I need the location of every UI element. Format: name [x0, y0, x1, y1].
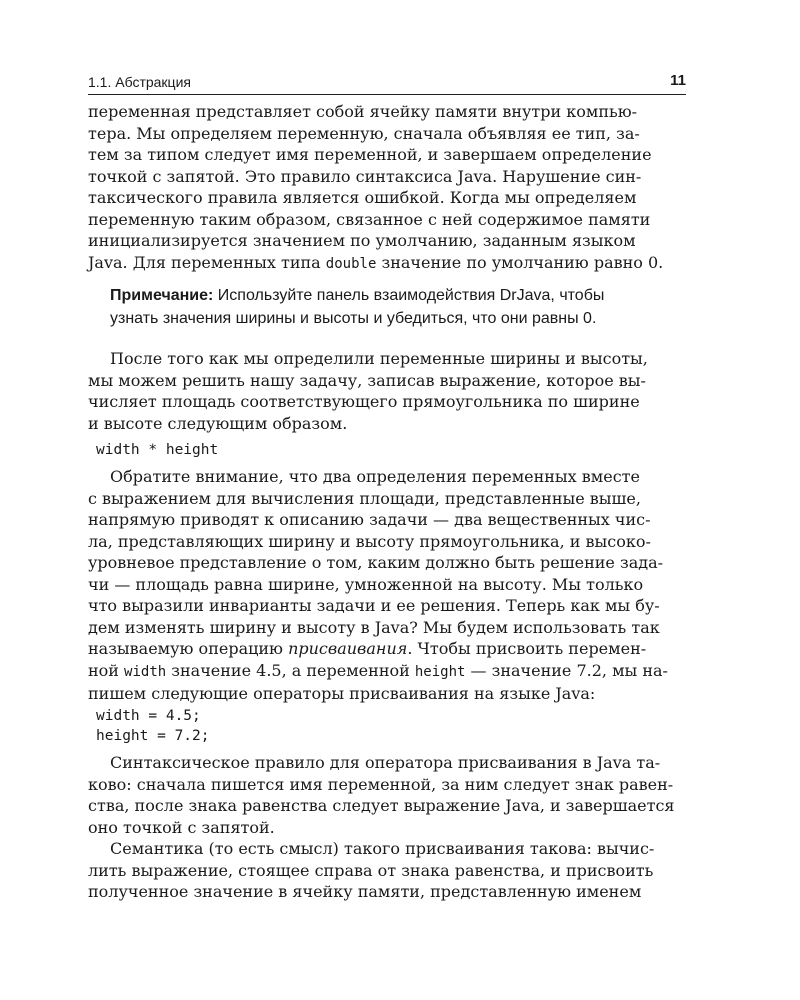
text-line: мы можем решить нашу задачу, записав выражение, которое вы-: [88, 370, 646, 390]
text-line: переменная представляет собой ячейку памяти внутри компью-: [88, 102, 638, 121]
text-run: значение 4.5, а переменной: [166, 660, 415, 680]
text-line: тера. Мы определяем переменную, сначала объявляя ее тип, за-: [88, 123, 640, 143]
code-line: width = 4.5;: [96, 708, 201, 724]
text-line: ства, после знака равенства следует выражение Java, и завершается: [88, 796, 675, 815]
inline-code: double: [325, 255, 377, 272]
note-label: Примечание:: [110, 287, 214, 304]
text-run: значение по умолчанию равно 0.: [376, 252, 664, 272]
text-line: ково: сначала пишется имя переменной, за ним следует знак равен-: [88, 774, 674, 794]
text-line: Синтаксическое правило для оператора присваивания в Java та-: [110, 753, 661, 772]
text-line: Семантика (то есть смысл) такого присваивания такова: вычис-: [110, 839, 655, 858]
text-line: [88, 638, 686, 660]
paragraph-3: [88, 466, 686, 705]
page-header: [88, 70, 686, 95]
text-line: После того как мы определили переменные ширины и высоты,: [110, 349, 648, 368]
text-line: оно точкой с запятой.: [88, 817, 275, 837]
paragraph-1: [88, 101, 686, 275]
text-run: — значение 7.2, мы на-: [465, 660, 668, 680]
text-run: называемую операцию: [88, 639, 289, 658]
text-line: таксического правила является ошибкой. Когда мы определяем: [88, 188, 637, 207]
code-line: height = 7.2;: [96, 728, 210, 744]
text-line: чи — площадь равна ширине, умноженной на высоту. Мы только: [88, 574, 644, 594]
note-line: [110, 285, 680, 308]
text-line: Обратите внимание, что два определения переменных вместе: [110, 467, 640, 486]
text-line: и высоте следующим образом.: [88, 413, 348, 433]
text-line: ла, представляющих ширину и высоту прямоугольника, и высоко-: [88, 531, 651, 551]
text-line: числяет площадь соответствующего прямоугольника по ширине: [88, 392, 640, 411]
text-line: [88, 660, 686, 684]
text-line: пишем следующие операторы присваивания на языке Java:: [88, 684, 596, 703]
code-line: width * height: [96, 442, 219, 458]
text-line: напрямую приводят к описанию задачи — два вещественных чис-: [88, 510, 651, 529]
text-line: уровневое представление о том, каким должно быть решение зада-: [88, 553, 664, 572]
text-line: лить выражение, стоящее справа от знака равенства, и присвоить: [88, 860, 654, 880]
text-line: дем изменять ширину и высоту в Java? Мы будем использовать так: [88, 617, 660, 637]
page-number: 11: [670, 72, 686, 89]
text-line: точкой с запятой. Это правило синтаксиса Java. Нарушение син-: [88, 166, 642, 186]
text-line: с выражением для вычисления площади, представленные выше,: [88, 488, 641, 508]
paragraph-4: [88, 752, 686, 838]
italic-term: присваивания: [288, 639, 408, 658]
text-line: [88, 252, 686, 276]
text-run: ной: [88, 660, 125, 680]
code-block-expression: [96, 440, 218, 460]
text-run: Используйте панель взаимодействия DrJava, чтобы: [213, 287, 605, 304]
text-line: что выразили инварианты задачи и ее решения. Теперь как мы бу-: [88, 596, 660, 615]
paragraph-2: [88, 348, 686, 434]
code-block-assignments: [96, 706, 210, 746]
text-run: . Чтобы присвоить перемен-: [407, 639, 647, 658]
note-block: [110, 285, 680, 330]
note-line: узнать значения ширины и высоты и убедиться, что они равны 0.: [110, 309, 597, 327]
inline-code: height: [414, 663, 466, 680]
text-line: переменную таким образом, связанное с ней содержимое памяти: [88, 209, 651, 229]
text-line: инициализируется значением по умолчанию, заданным языком: [88, 231, 636, 250]
text-line: тем за типом следует имя переменной, и завершаем определение: [88, 145, 652, 164]
text-run: Java. Для переменных типа: [88, 252, 326, 272]
section-title: 1.1. Абстракция: [88, 74, 191, 90]
inline-code: width: [124, 663, 167, 680]
paragraph-5: [88, 838, 686, 903]
text-line: полученное значение в ячейку памяти, представленную именем: [88, 882, 642, 901]
